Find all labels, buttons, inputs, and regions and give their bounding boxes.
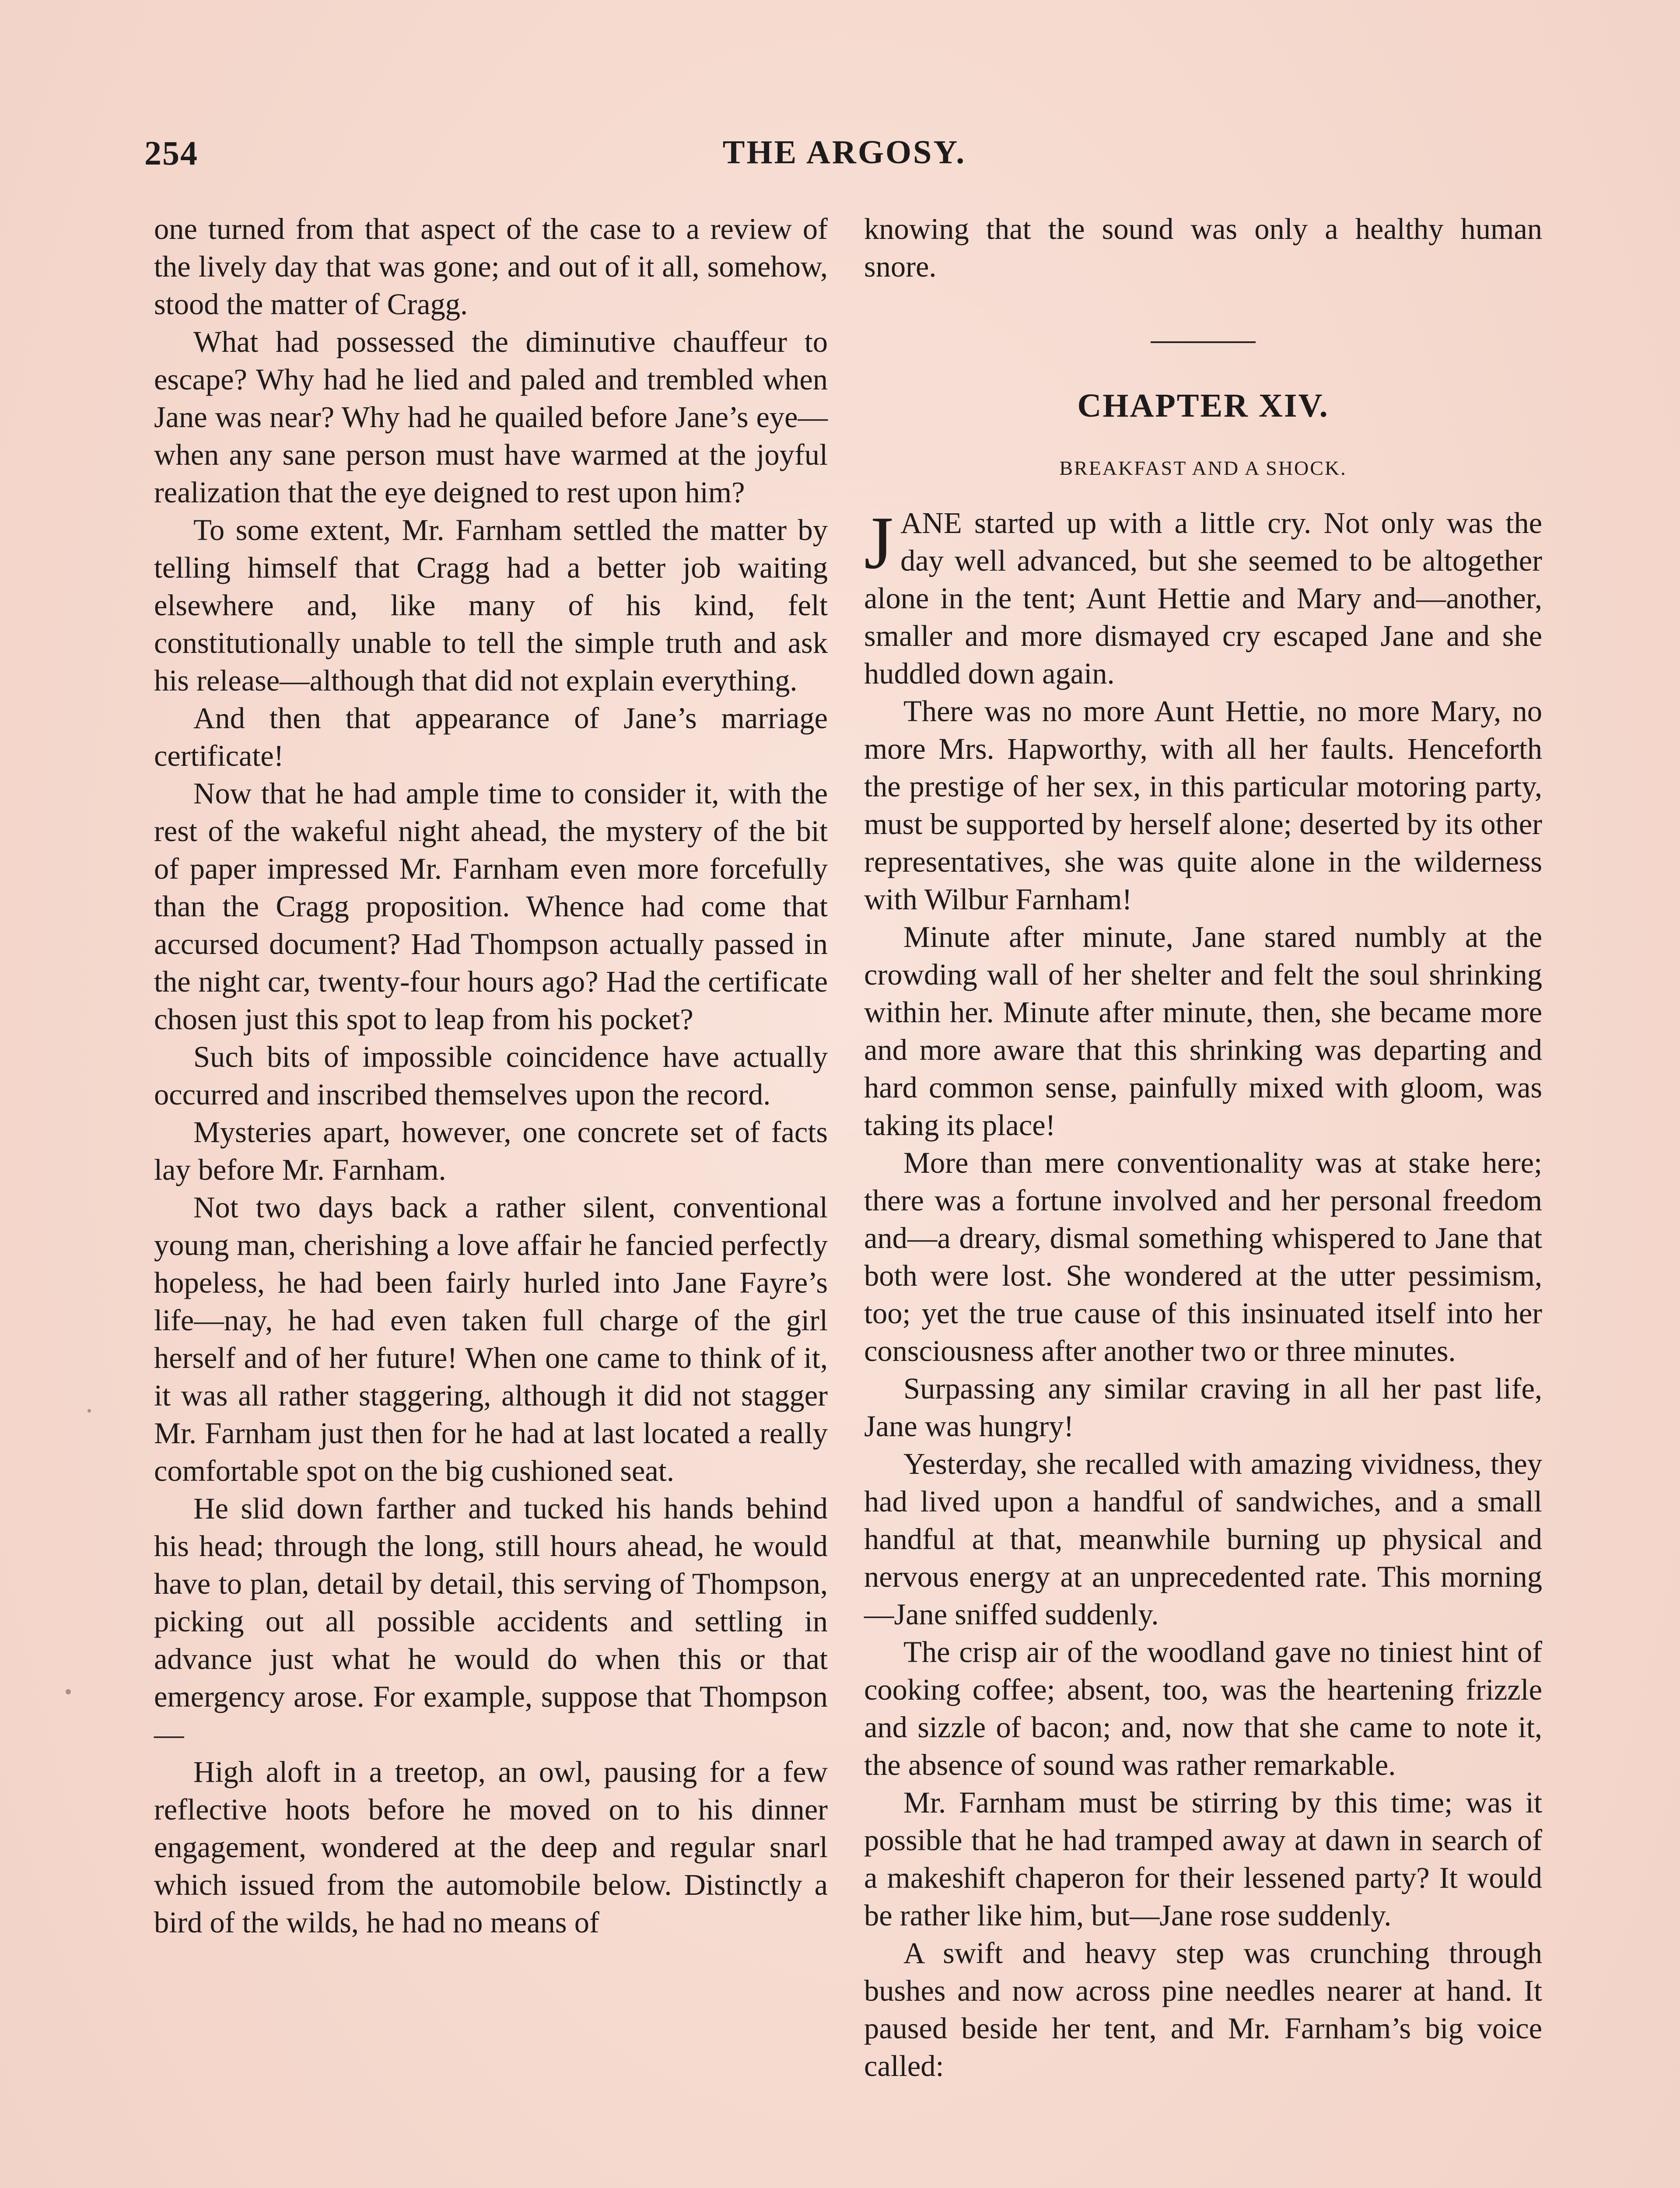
paragraph: And then that appearance of Jane’s marriage certificate! xyxy=(154,701,828,772)
paragraph: Such bits of impossible coincidence have actually occurred and inscribed themselves upon the record. xyxy=(154,1040,828,1111)
paragraph: The crisp air of the woodland gave no tiniest hint of cooking coffee; absent, too, was the heartening frizzle and sizzle of bacon; and, now that she came to note it, the absence of sound was rather remarkable. xyxy=(864,1635,1542,1781)
paragraph: High aloft in a treetop, an owl, pausing for a few reflective hoots before he moved on to his dinner engagement, wondered at the deep and regular snarl which issued from the automobile below. Distinctly a bird of the wilds, he had no means of xyxy=(154,1755,828,1939)
drop-cap: J xyxy=(864,501,893,585)
paragraph: There was no more Aunt Hettie, no more Mary, no more Mrs. Hapworthy, with all her faults. Henceforth the prestige of her sex, in this particular motoring party, must be supported by herself alone; deserted by its other representatives, she was quite alone in the wilderness with Wilbur Farnham! xyxy=(864,694,1542,916)
paragraph: He slid down farther and tucked his hands behind his head; through the long, still hours ahead, he would have to plan, detail by detail, this serving of Thompson, picking out all possible accidents and settling in advance just what he would do when this or that emergency arose. For example, suppose that Thompson— xyxy=(154,1492,828,1751)
chapter-title: CHAPTER XIV. xyxy=(1077,387,1329,424)
paper-speck xyxy=(88,1409,91,1413)
paragraph: To some extent, Mr. Farnham settled the matter by telling himself that Cragg had a better job waiting elsewhere and, like many of his kind, felt constitutionally unable to tell the simple truth and ask his release—although that did not explain everything. xyxy=(154,513,828,697)
paragraph: one turned from that aspect of the case to a review of the lively day that was gone; and out of it all, somehow, stood the matter of Cragg. xyxy=(154,212,828,321)
running-head: THE ARGOSY. xyxy=(722,134,966,171)
paragraph: Mr. Farnham must be stirring by this time; was it possible that he had tramped away at dawn in search of a makeshift chaperon for their lessened party? It would be rather like him, but—Jane rose suddenly. xyxy=(864,1786,1542,1932)
left-column xyxy=(154,210,828,1941)
page-number: 254 xyxy=(144,134,198,172)
right-column xyxy=(864,210,1542,2085)
chapter-subtitle: BREAKFAST AND A SHOCK. xyxy=(1059,457,1347,479)
page-header xyxy=(144,133,1544,182)
opening-paragraph xyxy=(864,501,1542,692)
paragraph: Minute after minute, Jane stared numbly at the crowding wall of her shelter and felt the soul shrinking within her. Minute after minute, then, she became more and more aware that this shrinking was departing and hard common sense, painfully mixed with gloom, was taking its place! xyxy=(864,920,1542,1142)
opening-paragraph-text: ANE started up with a little cry. Not only was the day well advanced, but she seemed to be altogether alone in the tent; Aunt Hettie and Mary and—another, smaller and more dismayed cry escaped Jane and she huddled down again. xyxy=(864,506,1542,690)
paragraph: More than mere conventionality was at stake here; there was a fortune involved and her personal freedom and—a dreary, dismal something whispered to Jane that both were lost. She wondered at the utter pessimism, too; yet the true cause of this insinuated itself into her consciousness after another two or three minutes. xyxy=(864,1146,1542,1368)
section-divider xyxy=(1151,341,1256,343)
paragraph: Yesterday, she recalled with amazing vividness, they had lived upon a handful of sandwiches, and a small handful at that, meanwhile burning up physical and nervous energy at an unprecedented rate. This morning—Jane sniffed suddenly. xyxy=(864,1447,1542,1631)
paragraph: A swift and heavy step was crunching through bushes and now across pine needles nearer at hand. It paused beside her tent, and Mr. Farnham’s big voice called: xyxy=(864,1936,1542,2083)
paragraph: Surpassing any similar craving in all her past life, Jane was hungry! xyxy=(864,1372,1542,1443)
paragraph: Now that he had ample time to consider it, with the rest of the wakeful night ahead, the mystery of the bit of paper impressed Mr. Farnham even more forcefully than the Cragg proposition. Whence had come that accursed document? Had Thompson actually passed in the night car, twenty-four hours ago? Had the certificate chosen just this spot to leap from his pocket? xyxy=(154,777,828,1036)
paragraph: Not two days back a rather silent, conventional young man, cherishing a love affair he fancied perfectly hopeless, he had been fairly hurled into Jane Fayre’s life—nay, he had even taken full charge of the girl herself and of her future! When one came to think of it, it was all rather staggering, although it did not stagger Mr. Farnham just then for he had at last located a really comfortable spot on the big cushioned seat. xyxy=(154,1191,828,1487)
paragraph: What had possessed the diminutive chauffeur to escape? Why had he lied and paled and trembled when Jane was near? Why had he quailed before Jane’s eye—when any sane person must have warmed at the joyful realization that the eye deigned to rest upon him? xyxy=(154,325,828,509)
paper-speck xyxy=(66,1689,71,1694)
paragraph: Mysteries apart, however, one concrete set of facts lay before Mr. Farnham. xyxy=(154,1115,828,1186)
carryover-paragraph: knowing that the sound was only a healthy human snore. xyxy=(864,212,1542,283)
